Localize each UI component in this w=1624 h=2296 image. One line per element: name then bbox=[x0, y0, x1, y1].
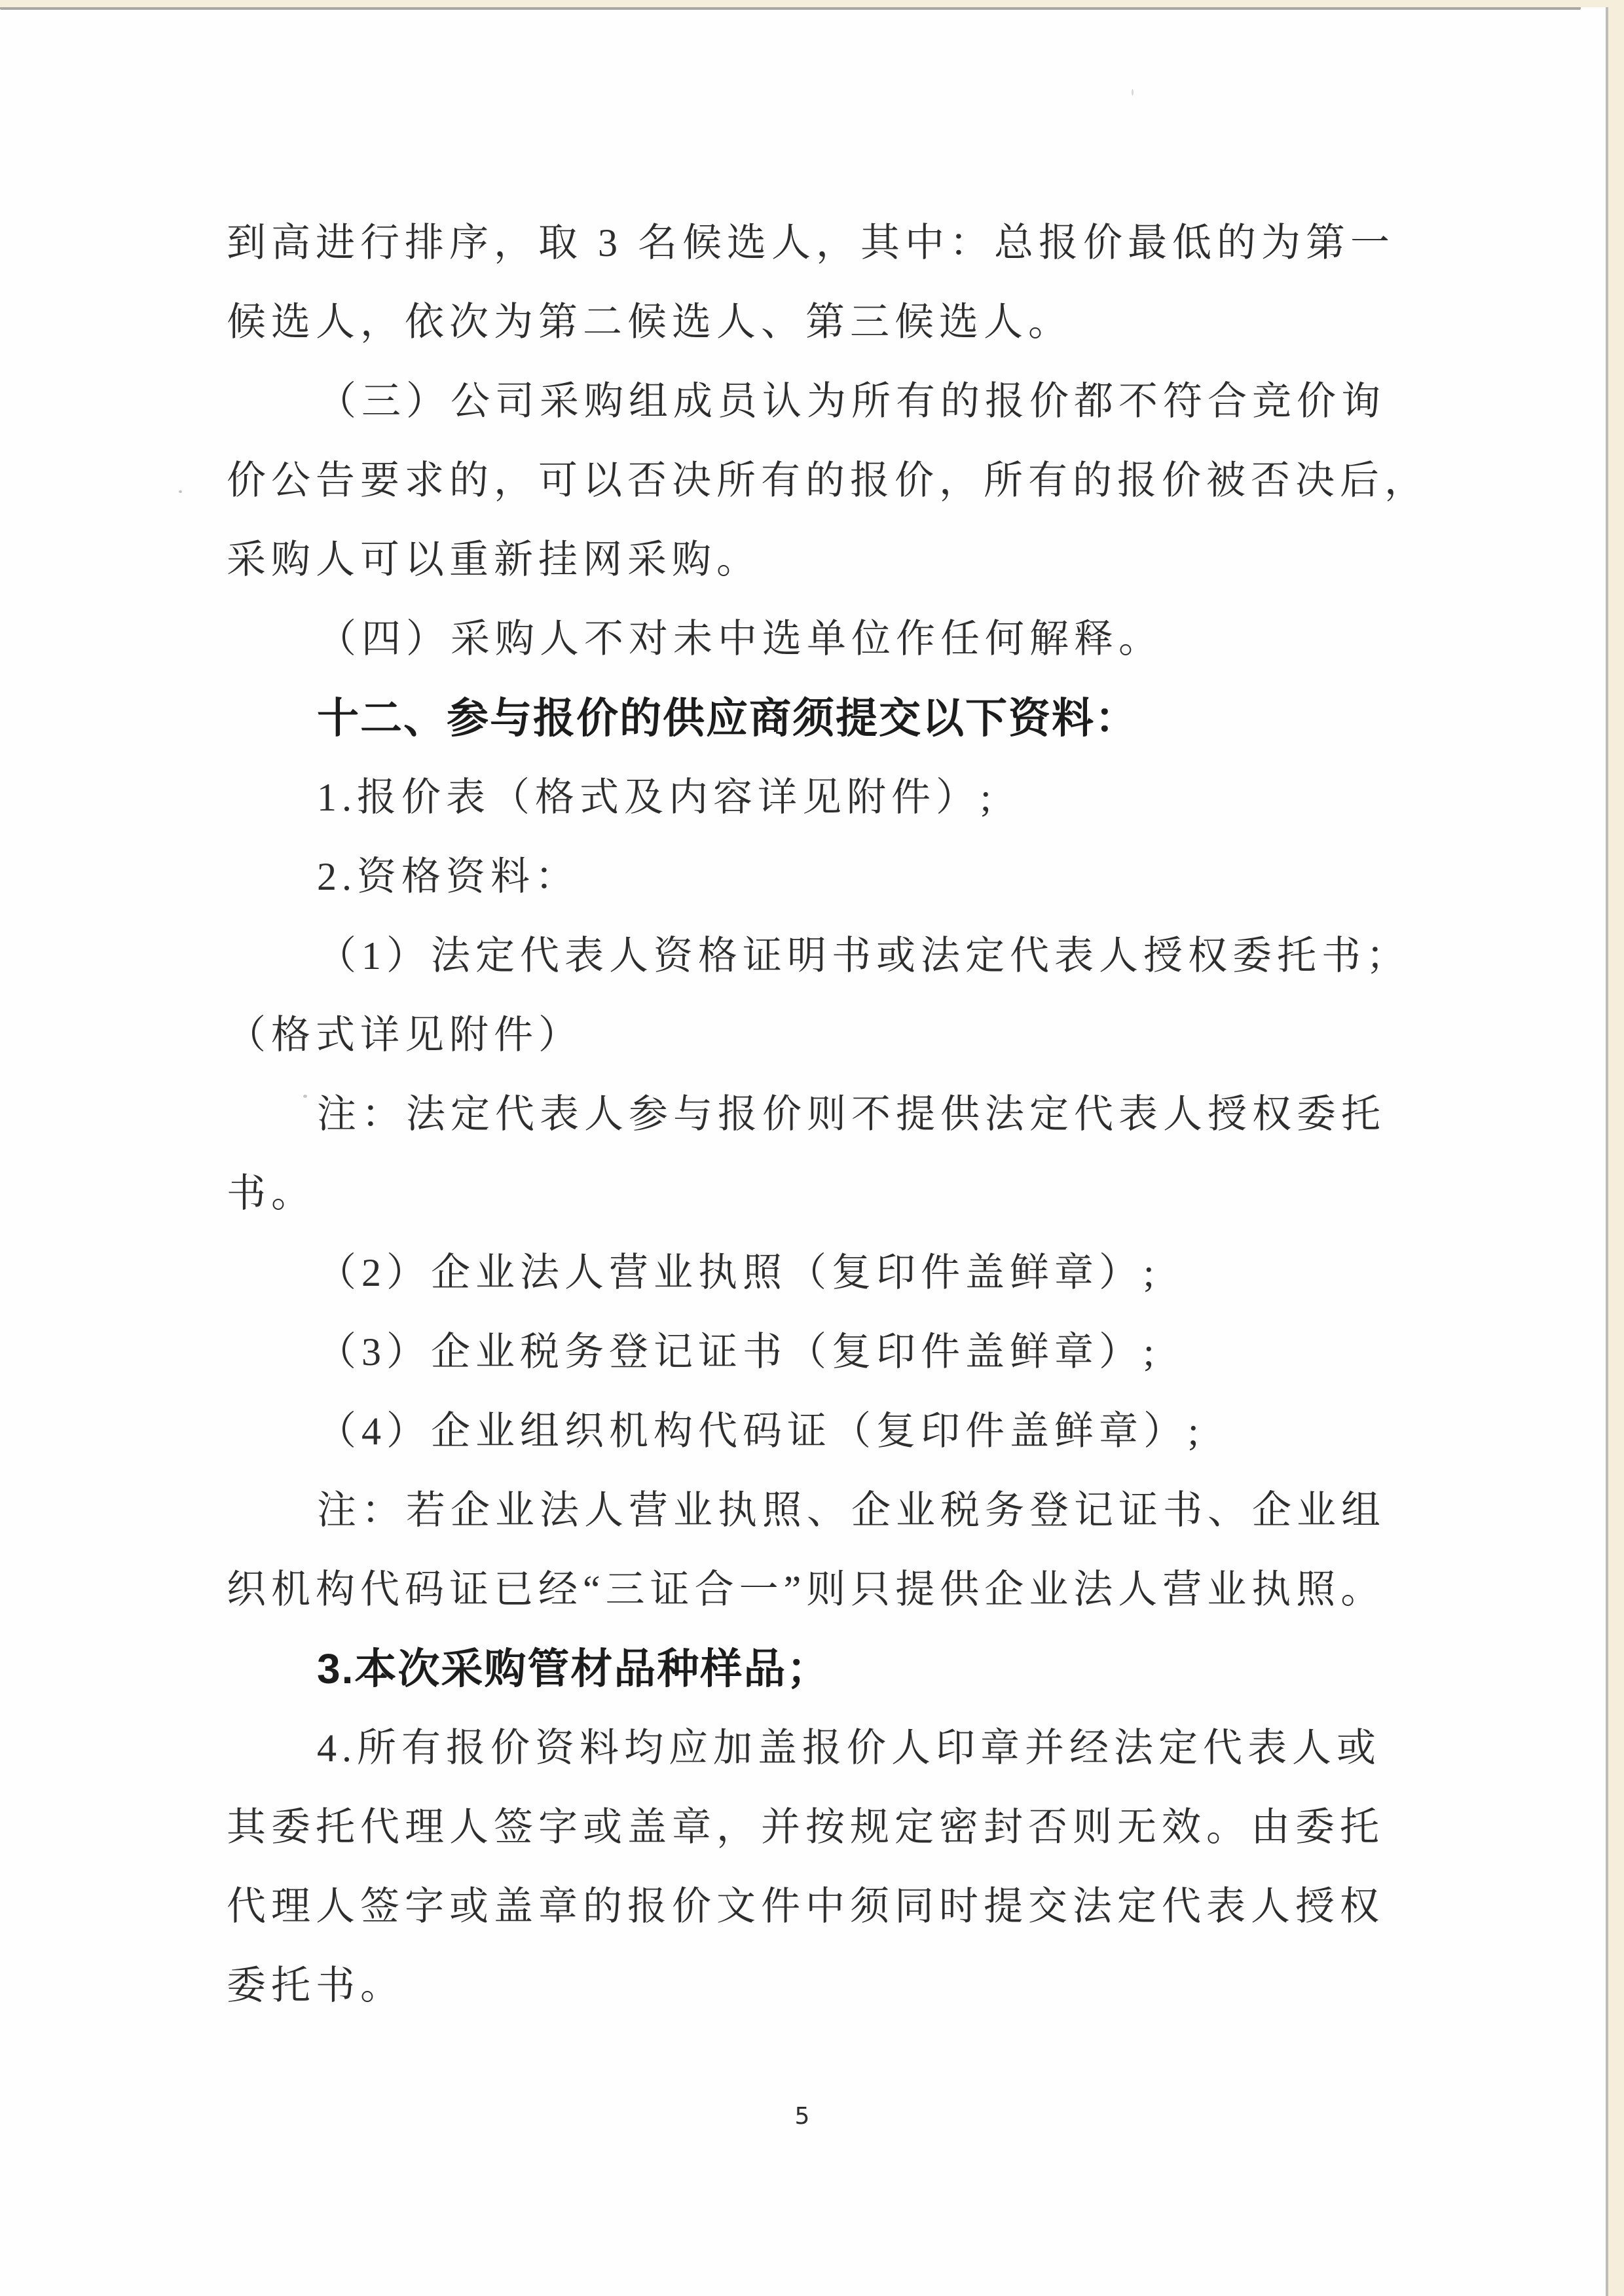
scan-top-rule bbox=[0, 7, 1581, 10]
text-line: （四）采购人不对未中选单位作任何解释。 bbox=[317, 617, 1163, 661]
text-line: 委托书。 bbox=[227, 1964, 405, 2007]
text-line: （2）企业法人营业执照（复印件盖鲜章）; bbox=[317, 1251, 1160, 1294]
document-body bbox=[227, 204, 1429, 2026]
text-line: 采购人可以重新挂网采购。 bbox=[227, 538, 761, 581]
text-line: 书。 bbox=[227, 1172, 316, 1215]
text-line: 2.资格资料： bbox=[317, 855, 580, 898]
text-line: （三）公司采购组成员认为所有的报价都不符合竞价询 bbox=[317, 380, 1386, 423]
scan-top-edge bbox=[0, 0, 1624, 7]
text-line: 其委托代理人签字或盖章，并按规定密封否则无效。由委托 bbox=[227, 1806, 1384, 1849]
text-line: 3.本次采购管材品种样品； bbox=[317, 1645, 830, 1692]
page-number: 5 bbox=[794, 2103, 810, 2130]
text-line: 到高进行排序，取 3 名候选人，其中：总报价最低的为第一 bbox=[227, 221, 1395, 264]
text-line: 候选人，依次为第二候选人、第三候选人。 bbox=[227, 301, 1073, 344]
text-line: （1）法定代表人资格证明书或法定代表人授权委托书； bbox=[317, 934, 1411, 977]
text-line: （4）企业组织机构代码证（复印件盖鲜章）; bbox=[317, 1410, 1204, 1453]
text-line: 注：若企业法人营业执照、企业税务登记证书、企业组 bbox=[317, 1489, 1386, 1532]
text-line: 1.报价表（格式及内容详见附件）; bbox=[317, 776, 997, 819]
text-line: （格式详见附件） bbox=[227, 1013, 583, 1057]
text-line: 织机构代码证已经“三证合一”则只提供企业法人营业执照。 bbox=[227, 1568, 1386, 1611]
scan-speck bbox=[1132, 89, 1134, 96]
text-line: （3）企业税务登记证书（复印件盖鲜章）; bbox=[317, 1330, 1160, 1374]
scan-speck bbox=[179, 490, 182, 493]
text-line: 注：法定代表人参与报价则不提供法定代表人授权委托 bbox=[317, 1093, 1386, 1136]
scan-right-edge bbox=[1608, 0, 1624, 2296]
scan-right-rule bbox=[1606, 7, 1608, 2296]
text-line: 4.所有报价资料均应加盖报价人印章并经法定代表人或 bbox=[317, 1726, 1381, 1770]
text-line: 十二、参与报价的供应商须提交以下资料： bbox=[317, 695, 1138, 742]
text-line: 代理人签字或盖章的报价文件中须同时提交法定代表人授权 bbox=[227, 1885, 1384, 1928]
text-line: 价公告要求的，可以否决所有的报价，所有的报价被否决后， bbox=[227, 459, 1429, 502]
